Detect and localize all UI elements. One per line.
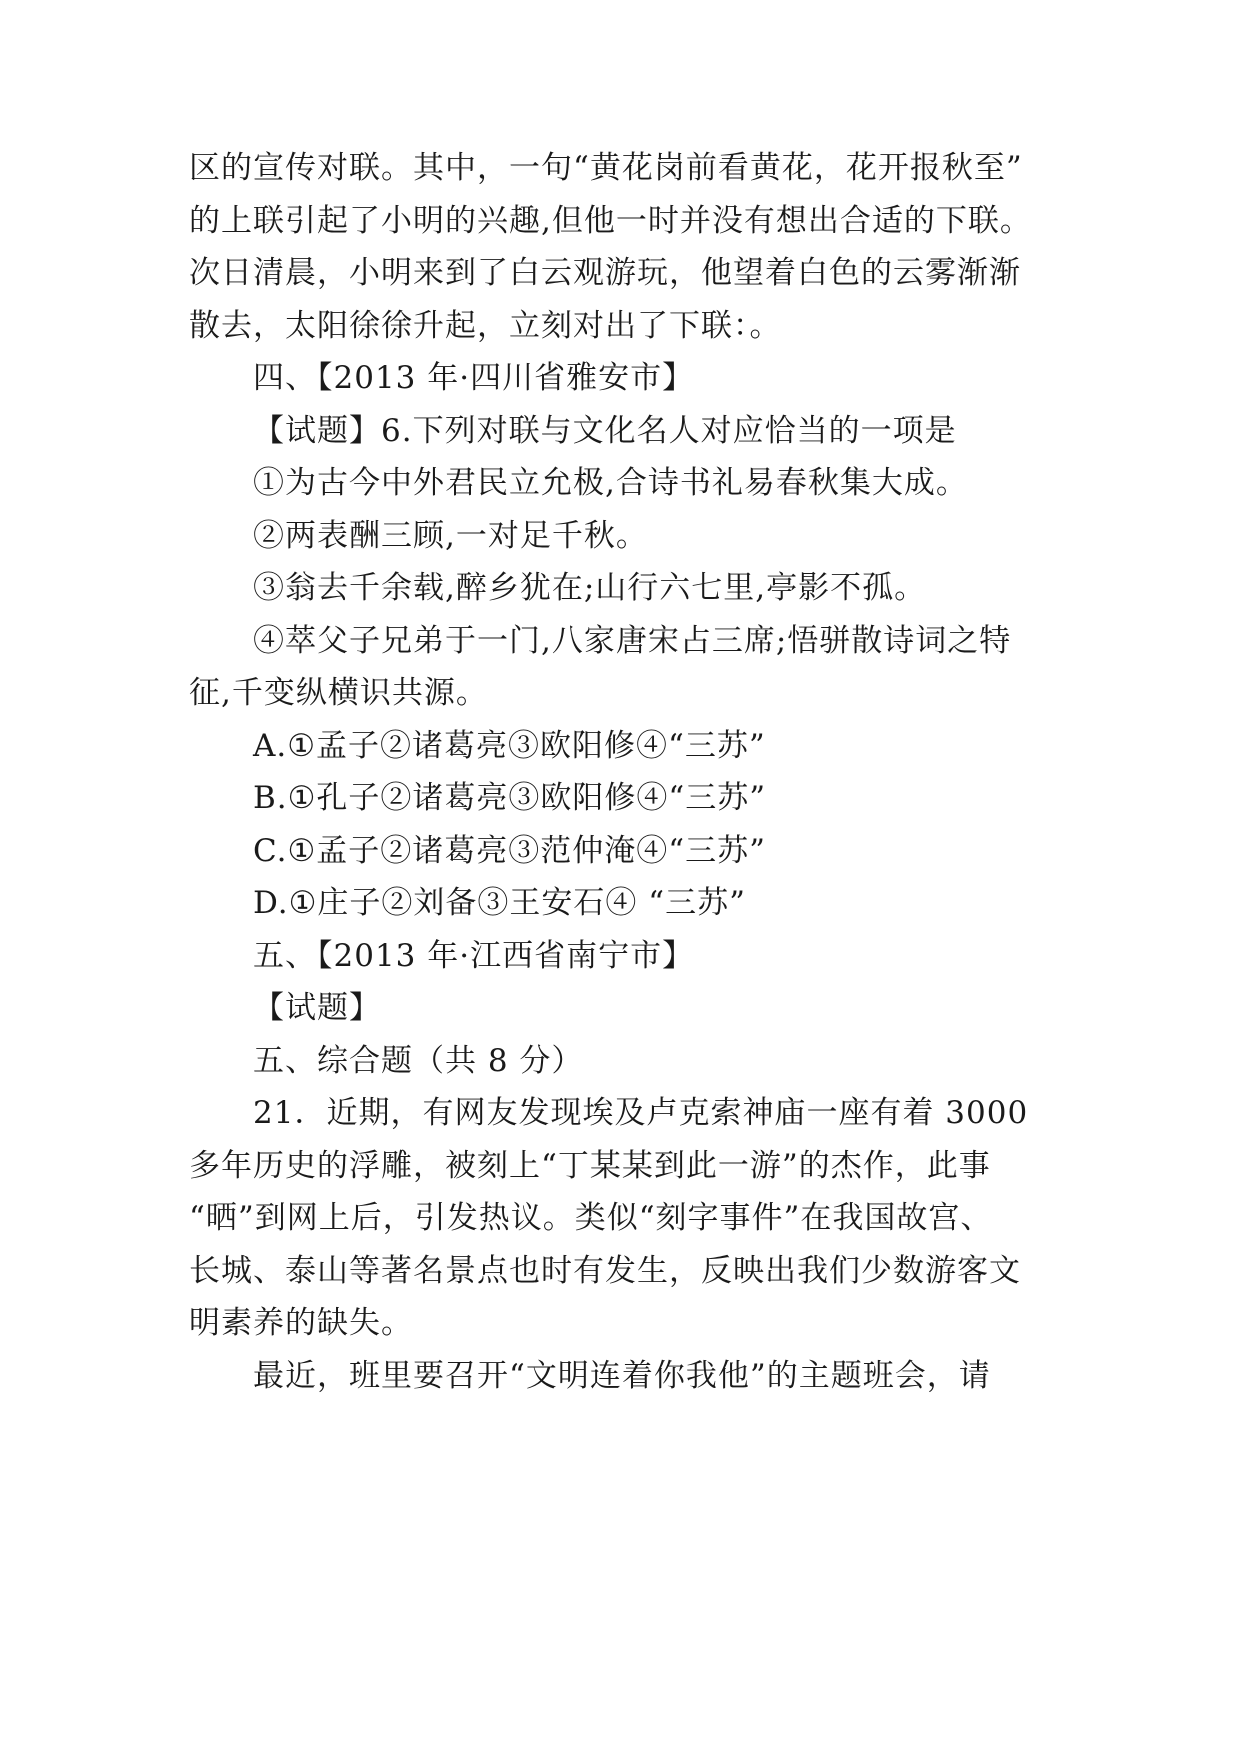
couplet-item: ③翁去千余载,醉乡犹在;山行六七里,亭影不孤。 [253, 570, 927, 606]
paragraph-line: 最近，班里要召开“文明连着你我他”的主题班会，请 [253, 1358, 991, 1394]
text-line: 区的宣传对联。其中，一句“黄花岗前看黄花，花开报秋至” [189, 150, 1023, 186]
paragraph-line: 明素养的缺失。 [189, 1305, 413, 1341]
section-heading: 五、【2013 年·江西省南宁市】 [253, 938, 695, 974]
paragraph-line: 长城、泰山等著名景点也时有发生，反映出我们少数游客文 [189, 1253, 1021, 1289]
option-c: C.①孟子②诸葛亮③范仲淹④“三苏” [253, 833, 766, 869]
text-line: 的上联引起了小明的兴趣,但他一时并没有想出合适的下联。 [189, 203, 1032, 239]
paragraph-line: “晒”到网上后，引发热议。类似“刻字事件”在我国故宫、 [189, 1200, 993, 1236]
couplet-item: ②两表酬三顾,一对足千秋。 [253, 518, 648, 554]
option-b: B.①孔子②诸葛亮③欧阳修④“三苏” [253, 780, 767, 816]
question-label: 【试题】 [253, 990, 381, 1026]
couplet-item: ④萃父子兄弟于一门,八家唐宋占三席;悟骈散诗词之特 [253, 623, 1012, 659]
text-line: 次日清晨，小明来到了白云观游玩，他望着白色的云雾渐渐 [189, 255, 1021, 291]
text-line: 散去，太阳徐徐升起，立刻对出了下联：。 [189, 308, 782, 344]
couplet-item-continued: 征,千变纵横识共源。 [189, 675, 488, 711]
couplet-item: ①为古今中外君民立允极,合诗书礼易春秋集大成。 [253, 465, 968, 501]
option-a: A.①孟子②诸葛亮③欧阳修④“三苏” [253, 728, 766, 764]
option-d: D.①庄子②刘备③王安石④ “三苏” [253, 885, 746, 921]
question-stem: 【试题】6.下列对联与文化名人对应恰当的一项是 [253, 413, 957, 449]
section-heading: 四、【2013 年·四川省雅安市】 [253, 360, 695, 396]
paragraph-line: 多年历史的浮雕，被刻上“丁某某到此一游”的杰作，此事 [189, 1148, 991, 1184]
subsection-heading: 五、综合题（共 8 分） [253, 1043, 584, 1079]
paragraph-line: 21．近期，有网友发现埃及卢克索神庙一座有着 3000 [253, 1095, 1029, 1131]
